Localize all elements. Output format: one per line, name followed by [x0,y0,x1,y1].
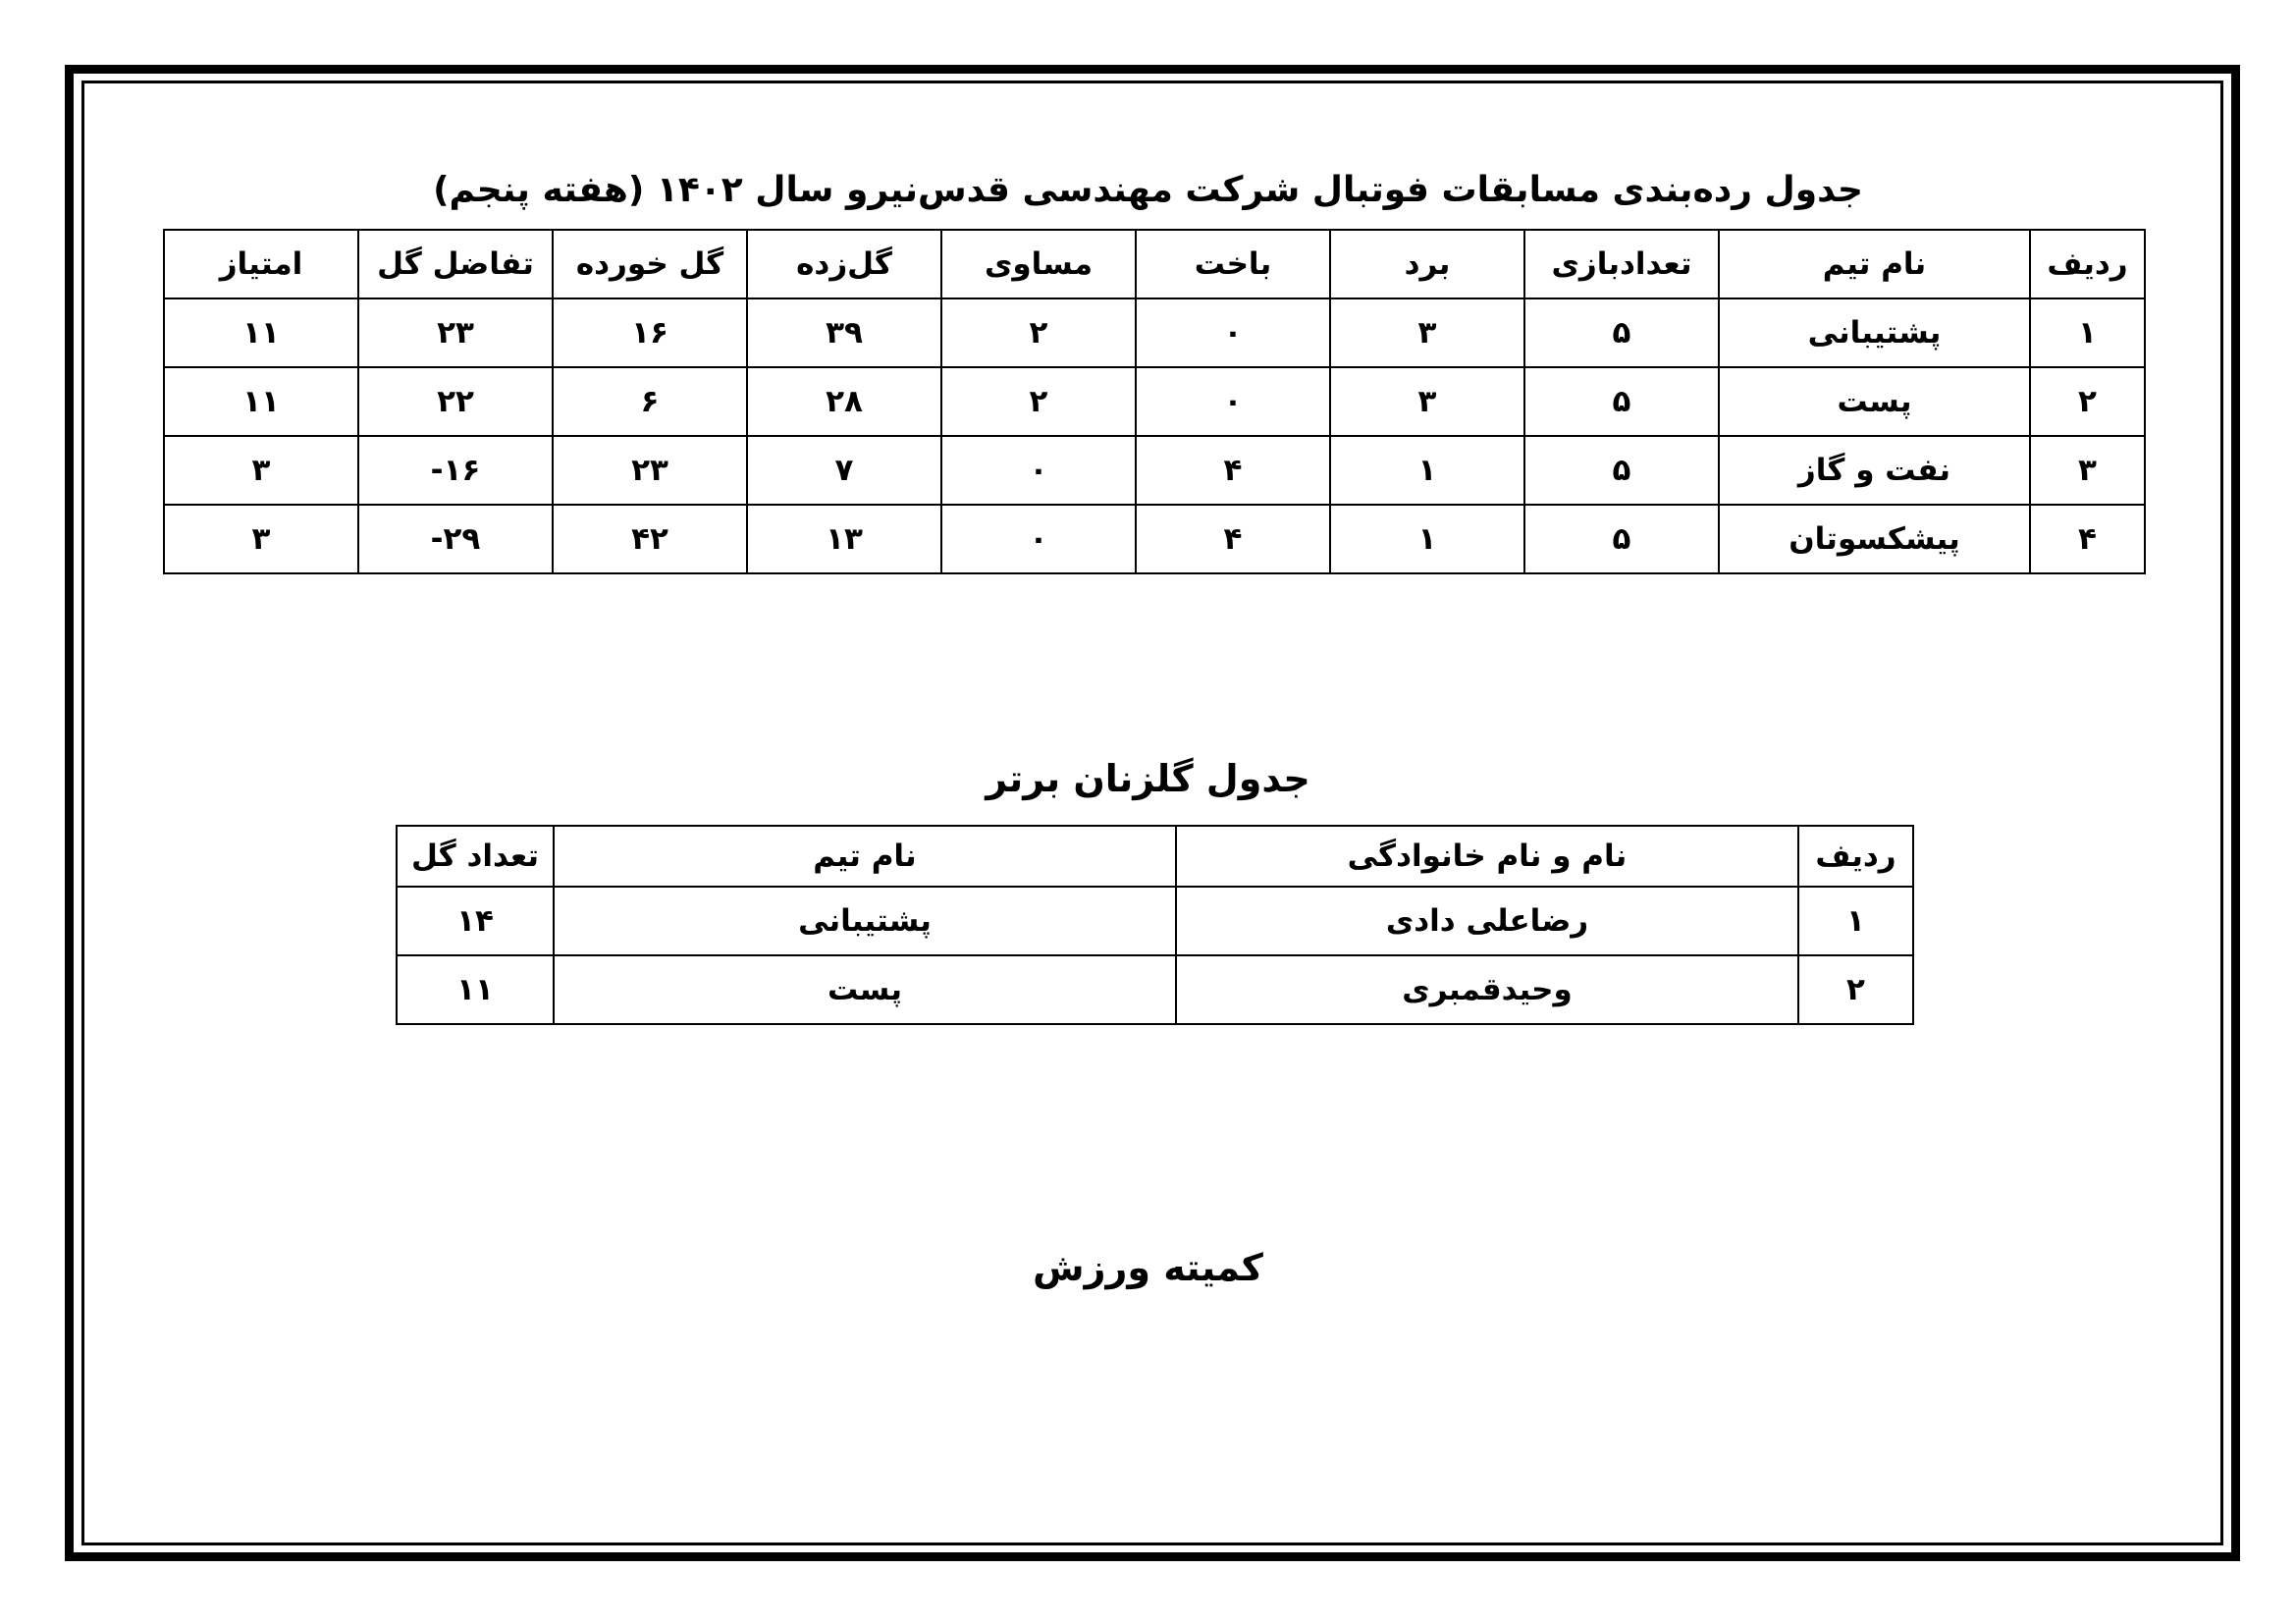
table-cell: ۶ [553,367,747,436]
table-cell: ۰ [1136,298,1330,367]
table-cell: ۷ [747,436,941,505]
table-cell: پشتیبانی [1719,298,2030,367]
table-cell: ۱۴ [397,887,554,955]
table-cell: ۳۹ [747,298,941,367]
table-cell: ۲۸ [747,367,941,436]
column-header: تعداد گل [397,826,554,887]
table-cell: ۰ [941,436,1136,505]
table-cell: ۱۱ [397,955,554,1024]
table-cell: ۱ [1798,887,1913,955]
table-cell: ۳ [164,436,358,505]
table-cell: ۲ [1798,955,1913,1024]
table-cell: ۱۶- [358,436,553,505]
column-header: تفاضل گل [358,230,553,298]
table-cell: ۵ [1524,436,1719,505]
table-cell: ۴ [2030,505,2145,573]
table-cell: پست [554,955,1176,1024]
table-cell: ۴ [1136,505,1330,573]
table-row [164,505,2145,573]
table-cell: ۴۲ [553,505,747,573]
table-cell: رضاعلی دادی [1176,887,1798,955]
column-header: نام تیم [1719,230,2030,298]
table-cell: ۱ [1330,436,1524,505]
table-cell: ۰ [1136,367,1330,436]
table-cell: ۴ [1136,436,1330,505]
column-header: گل‌زده [747,230,941,298]
table-row [164,436,2145,505]
table-row [164,298,2145,367]
table-cell: ۳ [1330,367,1524,436]
top-scorers-table [396,825,1914,1025]
table-cell: نفت و گاز [1719,436,2030,505]
table-cell: وحیدقمبری [1176,955,1798,1024]
table-cell: ۰ [941,505,1136,573]
table-cell: ۵ [1524,298,1719,367]
scorers-header-row [397,826,1913,887]
column-header: امتیاز [164,230,358,298]
column-header: ردیف [2030,230,2145,298]
table-cell: پیشکسوتان [1719,505,2030,573]
table-row [397,955,1913,1024]
table-row [397,887,1913,955]
column-header: نام تیم [554,826,1176,887]
table-cell: ۵ [1524,367,1719,436]
table-cell: ۲۲ [358,367,553,436]
table-cell: ۱۱ [164,367,358,436]
column-header: نام و نام خانوادگی [1176,826,1798,887]
table-cell: ۵ [1524,505,1719,573]
standings-header-row [164,230,2145,298]
signature: کمیته ورزش [1033,1246,1263,1289]
column-header: باخت [1136,230,1330,298]
standings-table [163,229,2146,574]
column-header: مساوی [941,230,1136,298]
table-row [164,367,2145,436]
table-cell: ۳ [1330,298,1524,367]
table-cell: ۲۹- [358,505,553,573]
table-cell: ۱ [2030,298,2145,367]
table-cell: ۱ [1330,505,1524,573]
table-cell: ۲ [941,298,1136,367]
column-header: برد [1330,230,1524,298]
table-cell: ۱۶ [553,298,747,367]
table-cell: ۱۳ [747,505,941,573]
table-cell: پست [1719,367,2030,436]
table-cell: پشتیبانی [554,887,1176,955]
column-header: ردیف [1798,826,1913,887]
standings-title: جدول رده‌بندی مسابقات فوتبال شرکت مهندسی قدس‌نیرو سال ۱۴۰۲ (هفته پنجم) [433,170,1863,210]
table-cell: ۱۱ [164,298,358,367]
table-cell: ۲۳ [358,298,553,367]
table-cell: ۳ [164,505,358,573]
table-cell: ۲۳ [553,436,747,505]
table-cell: ۲ [941,367,1136,436]
column-header: تعدادبازی [1524,230,1719,298]
column-header: گل خورده [553,230,747,298]
table-cell: ۲ [2030,367,2145,436]
top-scorers-title: جدول گلزنان برتر [986,757,1310,800]
table-cell: ۳ [2030,436,2145,505]
